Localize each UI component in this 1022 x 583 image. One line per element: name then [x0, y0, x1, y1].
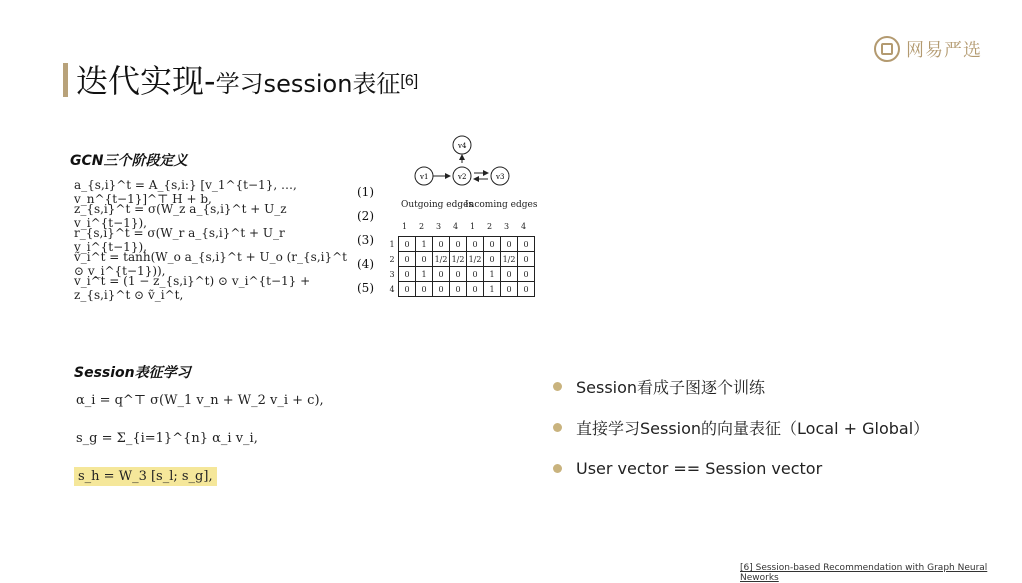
equation-row — [74, 204, 374, 228]
matrix-cell: 0 — [399, 267, 416, 282]
bullet-text: User vector == Session vector — [576, 459, 823, 478]
matrix-cell: 0 — [450, 282, 467, 297]
equation-expr: z_{s,i}^t = σ(W_z a_{s,i}^t + U_z v_i^{t−1}), — [74, 202, 287, 230]
column-header: 3 — [504, 222, 510, 231]
matrix-cell: 0 — [467, 282, 484, 297]
matrix-cell: 0 — [501, 282, 518, 297]
graph-node-label: v3 — [496, 173, 505, 181]
column-header: 2 — [487, 222, 493, 231]
bullet-item — [553, 448, 929, 489]
matrix-cell: 1/2 — [501, 252, 518, 267]
bullet-list — [553, 366, 929, 489]
matrix-cell: 1/2 — [433, 252, 450, 267]
gcn-heading: GCN三个阶段定义 — [70, 153, 188, 169]
title-ref: [6] — [400, 72, 419, 90]
matrix-cell: 0 — [433, 237, 450, 252]
matrix-row — [386, 252, 535, 267]
equation-number: (5) — [357, 281, 374, 295]
column-header: 4 — [521, 222, 527, 231]
graph-node-label: v2 — [458, 173, 467, 181]
matrix-cell: 0 — [399, 282, 416, 297]
matrix-cell: 0 — [467, 267, 484, 282]
equation-row — [74, 228, 374, 252]
connection-matrix — [386, 236, 535, 297]
matrix-cell: 0 — [501, 237, 518, 252]
matrix-cell: 0 — [416, 252, 433, 267]
incoming-edges-label: Incoming edges — [465, 200, 538, 210]
outgoing-edges-label: Outgoing edges — [401, 200, 474, 210]
matrix-cell: 0 — [433, 282, 450, 297]
equation-expr: a_{s,i}^t = A_{s,i:} [v_1^{t−1}, …, v_n^{t−1}]^⊤ H + b, — [74, 178, 297, 206]
bullet-dot-icon — [553, 382, 562, 391]
attention-equation: α_i = q^⊤ σ(W_1 v_n + W_2 v_i + c), — [76, 392, 324, 408]
matrix-row — [386, 267, 535, 282]
bullet-text: 直接学习Session的向量表征（Local + Global） — [576, 419, 930, 438]
equation-row — [74, 180, 374, 204]
equation-expr: ṽ_i^t = tanh(W_o a_{s,i}^t + U_o (r_{s,i}^t ⊙ v_i^{t−1})), — [74, 250, 347, 278]
session-equations — [76, 388, 324, 488]
matrix-cell: 1 — [484, 267, 501, 282]
matrix-cell: 1 — [416, 267, 433, 282]
row-header: 3 — [389, 269, 395, 279]
page-title — [76, 56, 418, 102]
hybrid-embedding-equation: s_h = W_3 [s_l; s_g], — [74, 467, 217, 486]
matrix-cell: 1/2 — [467, 252, 484, 267]
matrix-cell: 0 — [501, 267, 518, 282]
matrix-cell: 0 — [399, 237, 416, 252]
matrix-cell: 0 — [416, 282, 433, 297]
graph-node-label: v4 — [458, 142, 467, 150]
matrix-cell: 1/2 — [450, 252, 467, 267]
title-sub: 学习session表征 — [215, 70, 401, 98]
bullet-item — [553, 407, 929, 448]
equation-expr: v_i^t = (1 − z_{s,i}^t) ⊙ v_i^{t−1} + z_{s,i}^t ⊙ ṽ_i^t, — [74, 274, 311, 302]
column-header: 1 — [402, 222, 408, 231]
matrix-cell: 0 — [467, 237, 484, 252]
bullet-item — [553, 366, 929, 407]
column-header: 4 — [453, 222, 459, 231]
equation-row — [74, 252, 374, 276]
equation-row — [76, 412, 324, 464]
matrix-cell: 1 — [484, 282, 501, 297]
equation-number: (1) — [357, 185, 374, 199]
reference-footnote[interactable]: [6] Session-based Recommendation with Graph Neural Neworks — [740, 563, 988, 583]
equation-number: (3) — [357, 233, 374, 247]
equation-row — [76, 388, 324, 412]
logo-icon — [874, 36, 900, 62]
column-header: 2 — [419, 222, 425, 231]
logo-text: 网易严选 — [906, 40, 982, 61]
title-main: 迭代实现- — [76, 62, 216, 100]
equation-number: (2) — [357, 209, 374, 223]
matrix-cell: 0 — [484, 252, 501, 267]
matrix-cell: 0 — [450, 267, 467, 282]
equation-row — [74, 276, 374, 300]
bullet-dot-icon — [553, 423, 562, 432]
session-heading: Session表征学习 — [74, 365, 191, 381]
matrix-cell: 0 — [433, 267, 450, 282]
matrix-row — [386, 237, 535, 252]
bullet-dot-icon — [553, 464, 562, 473]
title-accent-bar — [63, 63, 68, 97]
matrix-cell: 0 — [450, 237, 467, 252]
row-header: 1 — [389, 239, 395, 249]
graph-node-label: v1 — [420, 173, 429, 181]
column-header: 1 — [470, 222, 476, 231]
row-header: 2 — [389, 254, 395, 264]
bullet-text: Session看成子图逐个训练 — [576, 378, 766, 397]
matrix-cell: 0 — [484, 237, 501, 252]
equation-number: (4) — [357, 257, 374, 271]
row-header: 4 — [389, 284, 395, 294]
column-header: 3 — [436, 222, 442, 231]
session-graph-diagram — [380, 133, 540, 193]
gcn-equations — [74, 180, 374, 300]
global-embedding-equation: s_g = Σ_{i=1}^{n} α_i v_i, — [76, 430, 258, 446]
matrix-cell: 1 — [416, 237, 433, 252]
equation-expr: r_{s,i}^t = σ(W_r a_{s,i}^t + U_r v_i^{t−1}), — [74, 226, 285, 254]
matrix-cell: 0 — [518, 282, 535, 297]
brand-logo — [874, 36, 982, 62]
matrix-row — [386, 282, 535, 297]
matrix-cell: 0 — [518, 252, 535, 267]
matrix-cell: 0 — [399, 252, 416, 267]
matrix-cell: 0 — [518, 237, 535, 252]
matrix-cell: 0 — [518, 267, 535, 282]
equation-row — [76, 464, 324, 488]
